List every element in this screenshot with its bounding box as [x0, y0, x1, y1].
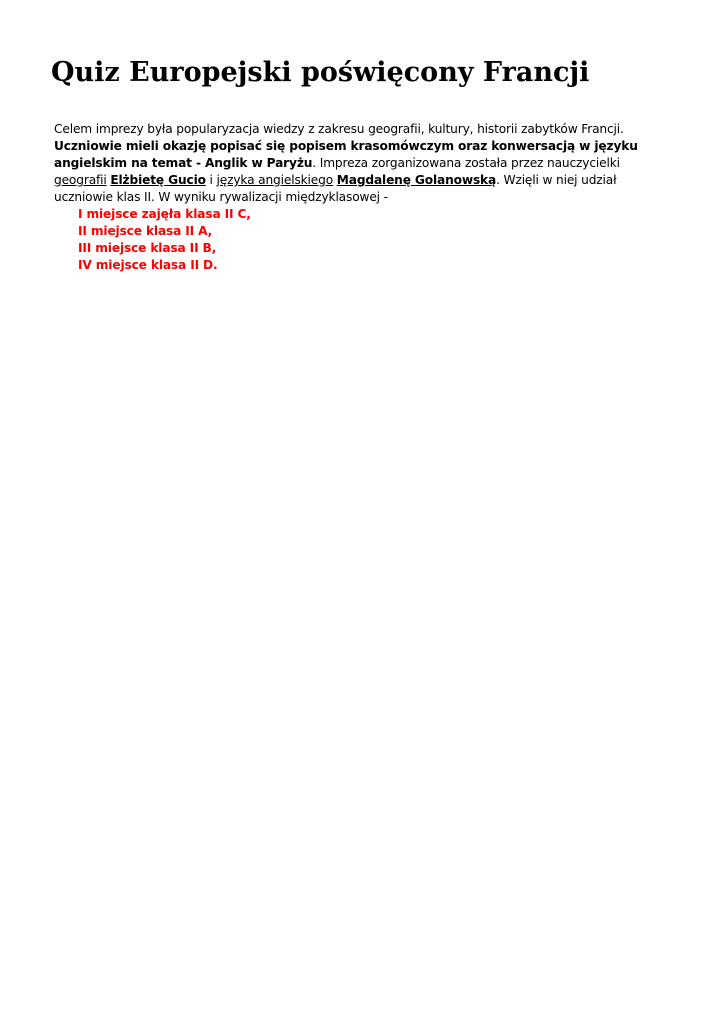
article-body [54, 121, 664, 274]
result-item-fourth: IV miejsce klasa II D. [78, 258, 218, 272]
bold-sentence: Uczniowie mieli okazję popisać się popisem krasomówczym oraz konwersacją w języku angielskim na temat - Anglik w Paryżu [54, 139, 638, 170]
subject-english: języka angielskiego [216, 173, 334, 187]
article-paragraph [54, 121, 664, 206]
result-item-first: I miejsce zajęła klasa II C, [78, 207, 251, 221]
connector-text: i [205, 173, 217, 187]
organizer-text: . Impreza zorganizowana została przez nauczycielki [312, 156, 620, 170]
teacher-name-gucio: Elżbietę Gucio [110, 173, 206, 187]
results-list [54, 206, 664, 274]
result-item-second: II miejsce klasa II A, [78, 224, 213, 238]
teacher-name-golanowska: Magdalenę Golanowską [336, 173, 497, 187]
subject-geography: geografii [54, 173, 107, 187]
participants-text: . Wzięli w niej udział uczniowie klas II. W wyniku rywalizacji międzyklasowej - [54, 173, 617, 204]
page-title: Quiz Europejski poświęcony Francji [51, 57, 590, 88]
result-item-third: III miejsce klasa II B, [78, 241, 217, 255]
intro-text: Celem imprezy była popularyzacja wiedzy z zakresu geografii, kultury, historii zabytków Francji. [54, 122, 624, 136]
